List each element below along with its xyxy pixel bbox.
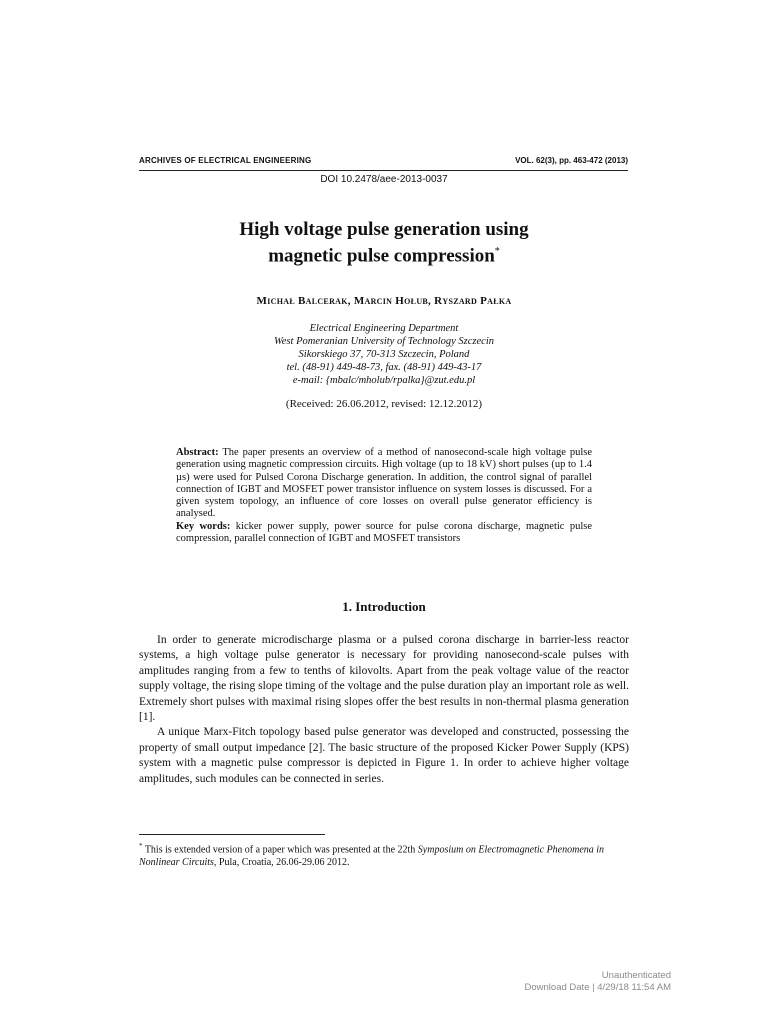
keywords-paragraph [176,521,592,546]
paper-title [0,219,768,267]
abstract-label: Abstract: [176,447,219,458]
watermark-line-1: Unauthenticated [601,970,671,981]
keywords-label: Key words: [176,520,231,532]
footnote-venue: Symposium on Electromagnetic Phenomena in Nonlinear Circuits [139,844,605,868]
body-paragraph-2: A unique Marx-Fitch topology based pulse generator was developed and constructed, possessing the property of small output impedance [2]. The basic structure of the proposed Kicker Power Supply (KPS) system with a magnetic pulse compressor is depicted in Figure 1. In order to achieve higher voltage amplitudes, such modules can be connected in series. [139,726,629,785]
affiliation-department: Electrical Engineering Department [309,323,459,334]
volume-info: VOL. 62(3), pp. 463-472 (2013) [515,156,628,165]
authors: Michał Balcerak, Marcin Hołub, Ryszard Pałka [256,295,512,307]
title-line-2: magnetic pulse compression* [268,245,500,267]
download-watermark [525,970,671,994]
footnote-divider [139,834,325,835]
affiliation-phone: tel. (48-91) 449-48-73, fax. (48-91) 449-43-17 [286,362,482,373]
abstract-paragraph [176,447,592,521]
body-text [139,633,629,787]
abstract-text: The paper presents an overview of a method of nanosecond-scale high voltage pulse generation using magnetic compression circuits. High voltage (up to 18 kV) short pulses (up to 1.4 µs) were used for Pulsed Corona Discharge generation. In addition, the control signal of parallel connection of IGBT and MOSFET power transistor influence on system losses is discussed. For a given system topology, an influence of core losses on overall pulse generator efficiency is analysed. [176,447,592,520]
section-heading: 1. Introduction [342,599,426,614]
abstract [176,447,592,545]
footnote [139,840,629,869]
watermark-line-2: Download Date | 4/29/18 11:54 AM [524,982,671,993]
footnote-text-before: This is extended version of a paper which was presented at the 22th [142,844,418,856]
affiliation-email[interactable]: e-mail: {mbalc/mholub/rpalka}@zut.edu.pl [292,375,476,386]
keywords-text: kicker power supply, power source for pulse corona discharge, magnetic pulse compression, parallel connection of IGBT and MOSFET transistors [176,520,592,545]
footnote-text-after: , Pula, Croatia, 26.06-29.06 2012. [213,856,350,868]
title-line-1: High voltage pulse generation using [239,219,529,240]
affiliation [0,322,768,387]
affiliation-university: West Pomeranian University of Technology Szczecin [274,336,494,347]
doi[interactable]: DOI 10.2478/aee-2013-0037 [320,174,448,185]
journal-name: ARCHIVES OF ELECTRICAL ENGINEERING [139,156,312,165]
body-paragraph-1: In order to generate microdischarge plasma or a pulsed corona discharge in barrier-less reactor systems, a high voltage pulse generator is necessary for providing nanosecond-scale pulses with amplitudes ranging from a few to tenths of kilovolts. Apart from the peak voltage value of the reactor supply voltage, the rising slope timing of the voltage and the pulse duration play an important role as well. Extremely short pulses with maximal rising slopes offer the best results in non-thermal plasma generation [1]. [139,634,629,724]
footnote-mark: * [139,842,143,850]
received-dates: (Received: 26.06.2012, revised: 12.12.2012) [285,398,483,410]
title-footnote-mark: * [494,246,500,257]
journal-header [139,156,628,171]
affiliation-address: Sikorskiego 37, 70-313 Szczecin, Poland [298,349,470,360]
